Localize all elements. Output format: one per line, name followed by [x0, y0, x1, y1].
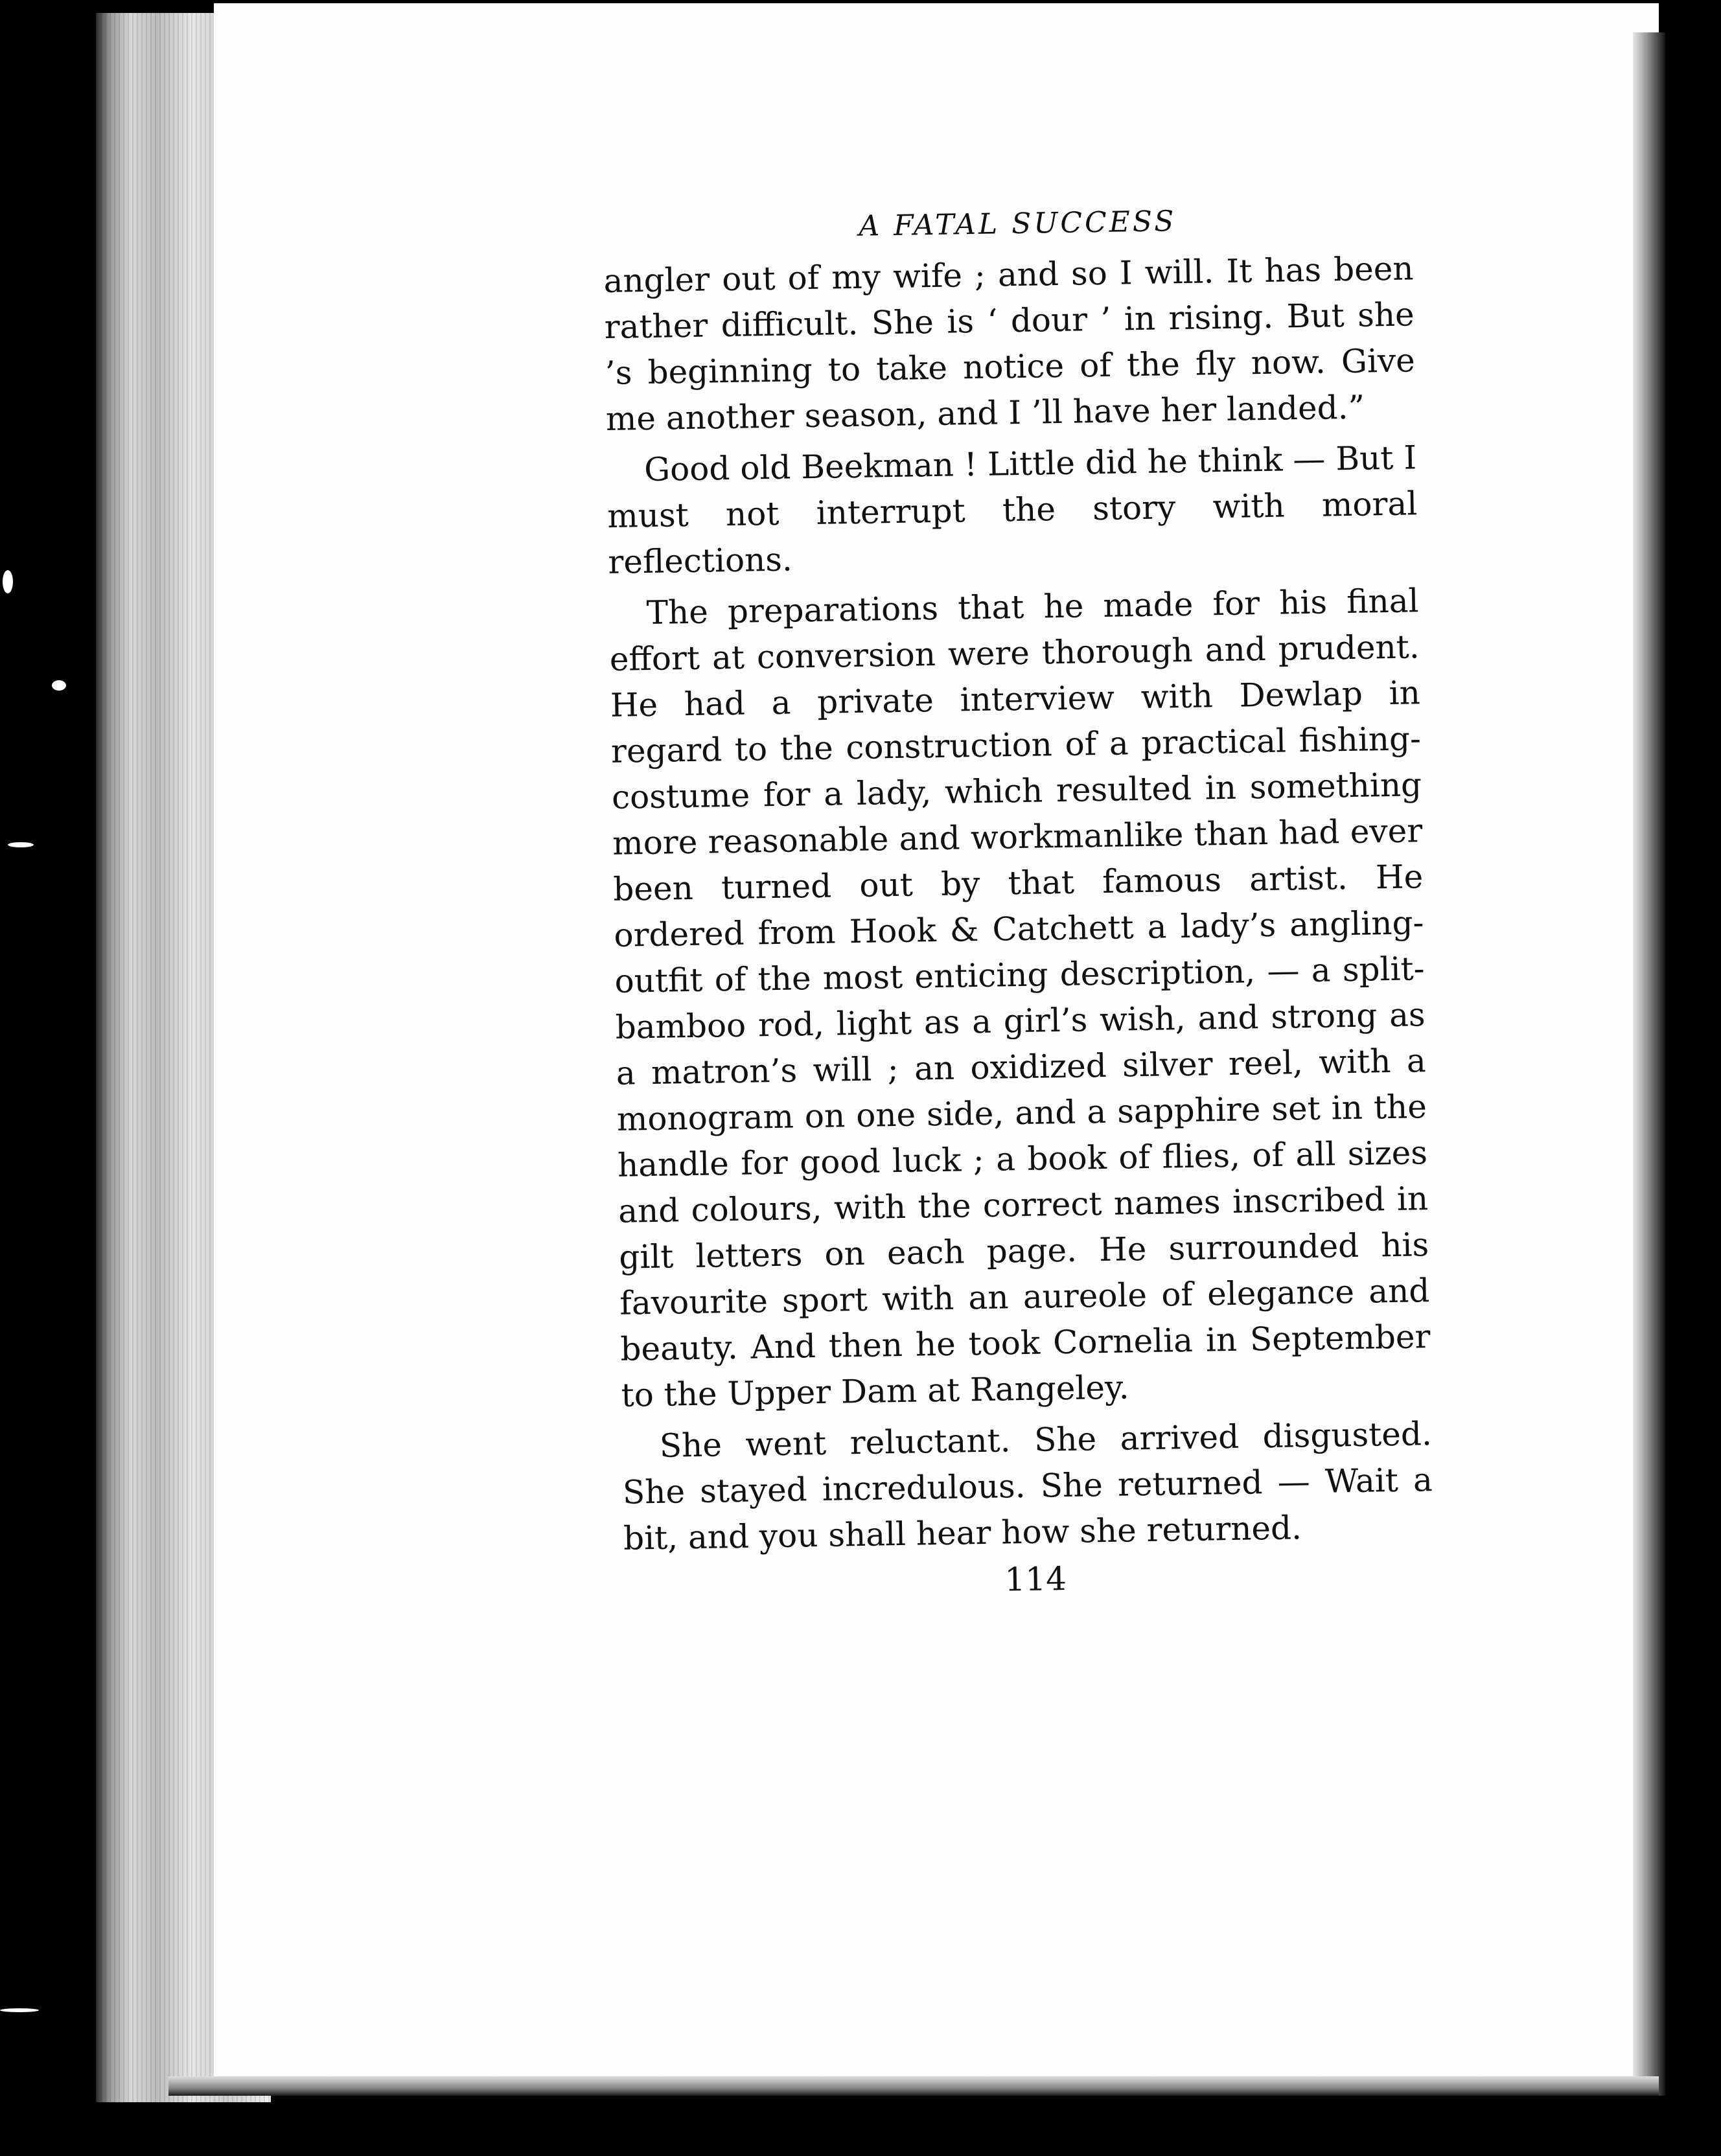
scan-speck — [0, 2008, 39, 2012]
book-right-edge — [1633, 32, 1665, 2096]
paragraph: Good old Beekman ! Little did he think — But I must not interrupt the story with moral reflections. — [606, 439, 1418, 581]
page-text-block — [603, 201, 1435, 1604]
paragraph: She went reluctant. She arrived disgusted. She stayed incredulous. She returned — Wait a bit, and you shall hear how she returned. — [622, 1415, 1433, 1557]
page-number: 114 — [1004, 1560, 1067, 1599]
scan-speck — [3, 570, 13, 593]
running-head: A FATAL SUCCESS — [858, 205, 1177, 243]
scan-speck — [8, 842, 34, 847]
paragraph: angler out of my wife ; and so I will. It has been rather difficult. She is ‘ dour ’ in rising. But she ’s beginning to take notice of the fly now. Give me another season, and I ’ll have her landed.” — [603, 249, 1416, 438]
scan-speck — [52, 680, 66, 691]
paragraph: The preparations that he made for his final effort at conversion were thorough and prudent. He had a private interview with Dewlap in regard to the construction of a practical fishing-costume for a lady, which resulted in something more reasonable and workmanlike than had ever been turned out by that famous artist. He ordered from Hook & Catchett a lady’s angling-outfit of the most enticing description, — a split-bamboo rod, light as a girl’s wish, and strong as a matron’s will ; an oxidized silver reel, with a monogram on one side, and a sapphire set in the handle for good luck ; a book of flies, of all sizes and colours, with the correct names inscribed in gilt letters on each page. He surrounded his favourite sport with an aureole of elegance and beauty. And then he took Cornelia in September to the Upper Dam at Rangeley. — [609, 582, 1431, 1414]
book-bottom-edge — [168, 2076, 1659, 2096]
